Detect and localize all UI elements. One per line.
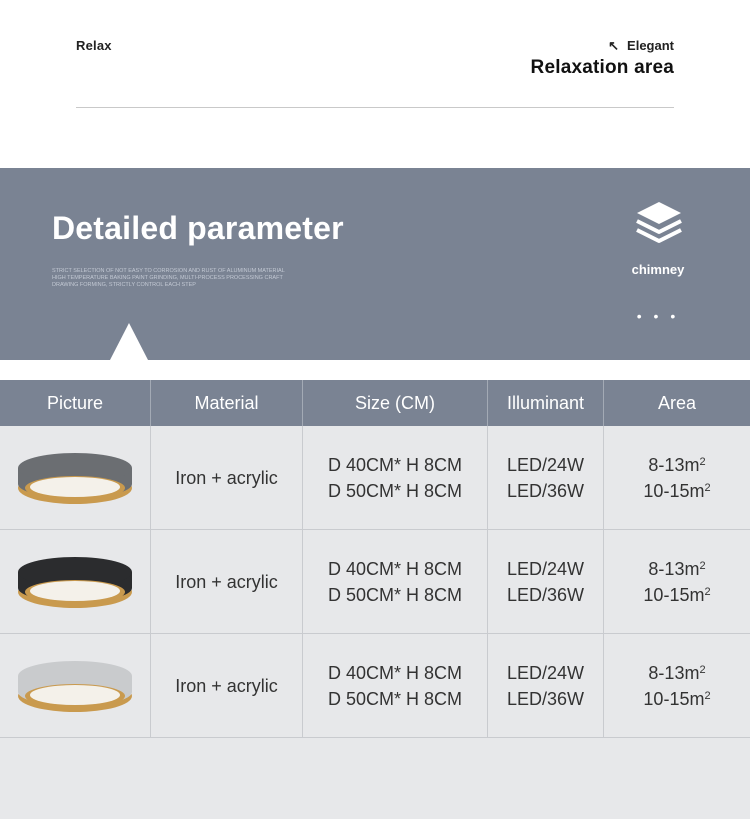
section-title: Relaxation area [530,57,674,78]
size-line-1: D 40CM* H 8CM [327,662,463,683]
size-line-2: D 50CM* H 8CM [327,688,463,709]
size-cell [303,634,488,737]
size-line-2: D 50CM* H 8CM [327,480,463,501]
ceiling-lamp-image [15,552,135,612]
illuminant-cell [488,634,604,737]
area-line-2: $10-15m^2$ [643,480,711,501]
illuminant-cell [488,426,604,529]
header-picture: Picture [0,380,151,426]
parameter-table [0,380,750,819]
relax-label: Relax [76,38,112,53]
layers-icon [634,200,684,246]
table-row [0,426,750,530]
size-line-1: D 40CM* H 8CM [327,558,463,579]
size-cell [303,426,488,529]
header-illuminant: Illuminant [488,380,604,426]
elegant-text: Elegant [627,38,674,53]
illuminant-cell [488,530,604,633]
lamp-picture-cell [0,426,151,529]
ceiling-lamp-image [15,448,135,508]
table-body [0,426,750,738]
header-area: Area [657,392,697,413]
size-line-1: D 40CM* H 8CM [327,454,463,475]
lamp-picture-cell [0,634,151,737]
chimney-label: chimney [631,262,685,277]
material-cell: Iron + acrylic [151,426,303,529]
material-cell: Iron + acrylic [151,530,303,633]
illuminant-line-1: LED/24W [506,454,585,475]
banner-heading: Detailed parameter [52,210,344,246]
size-line-2: D 50CM* H 8CM [327,584,463,605]
pointer-triangle [110,323,148,360]
illuminant-line-1: LED/24W [506,558,585,579]
more-dots: • • • [636,308,680,324]
material-cell: Iron + acrylic [151,634,303,737]
table-row [0,530,750,634]
area-cell [604,530,750,633]
illuminant-line-2: LED/36W [506,584,585,605]
area-line-1: $8-13m^2$ [648,454,706,475]
spacer [0,360,750,380]
illuminant-line-2: LED/36W [506,688,585,709]
banner-fine-print: STRICT SELECTION OF NOT EASY TO CORROSION AND RUST OF ALUMINUM MATERIAL HIGH TEMPERATURE BAKING PAINT GRINDING, MULTI-PROCESS PROCESSING CRAFT DRAWING FORMING, STRICTLY CONTROL EACH STEP [52,268,285,288]
table-row [0,634,750,738]
elegant-label [608,38,674,53]
header-size: Size (CM) [303,380,488,426]
illuminant-line-2: LED/36W [506,480,585,501]
size-cell [303,530,488,633]
area-line-1: $8-13m^2$ [648,662,706,683]
area-cell [604,426,750,529]
area-cell [604,634,750,737]
lamp-picture-cell [0,530,151,633]
arrow-up-left-icon: ↖ [608,38,620,53]
area-line-1: $8-13m^2$ [648,558,706,579]
area-line-2: $10-15m^2$ [643,584,711,605]
table-header [0,380,750,426]
header-material: Material [151,380,303,426]
parameter-banner [0,168,750,360]
area-line-2: $10-15m^2$ [643,688,711,709]
ceiling-lamp-image [15,656,135,716]
header-section [0,0,750,168]
divider [76,107,674,108]
illuminant-line-1: LED/24W [506,662,585,683]
